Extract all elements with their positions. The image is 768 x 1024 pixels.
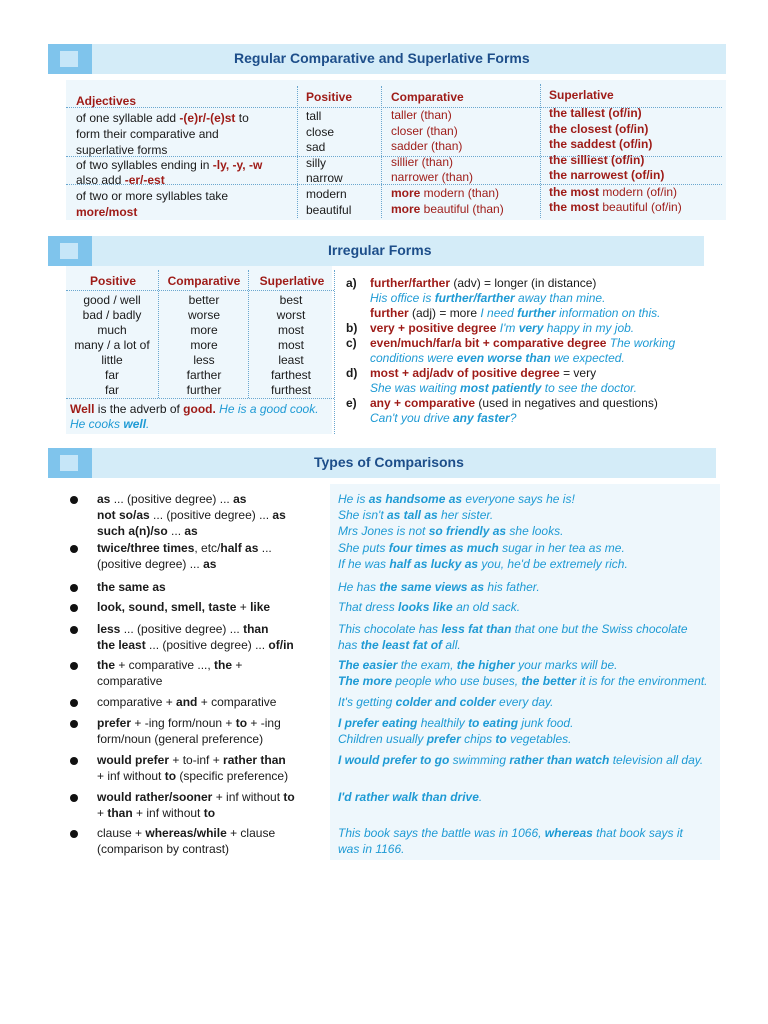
type-rule-segment: clause + <box>97 826 146 840</box>
type-example-segment: It's getting <box>338 695 396 709</box>
note-d-label: d) <box>346 366 358 380</box>
type-example-segment: rather than watch <box>509 753 610 767</box>
type-10-rule-line-2 <box>97 806 215 821</box>
bullet-icon <box>70 757 78 765</box>
type-example-segment: junk food. <box>518 716 574 730</box>
section-tab-icon <box>48 448 92 478</box>
bullet-icon <box>70 545 78 553</box>
type-8-rule-line-1 <box>97 716 281 731</box>
type-example-segment: The easier <box>338 658 398 672</box>
type-10-rule-line-1 <box>97 790 295 805</box>
type-rule-segment: the same as <box>97 580 166 594</box>
type-rule-segment: less <box>97 622 121 636</box>
type-example-segment: swimming <box>449 753 510 767</box>
type-example-segment: television all day. <box>609 753 704 767</box>
type-example-segment: the least fat of <box>360 638 443 652</box>
type-example-segment: you, he'd be extremely rich. <box>478 557 628 571</box>
type-example-segment: half as lucky as <box>389 557 479 571</box>
irr-r6-sup: farthest <box>270 368 312 382</box>
regular-forms-title: Regular Comparative and Superlative Forms <box>234 50 530 66</box>
irr-r7-pos: far <box>104 383 119 397</box>
type-11-rule-line-2 <box>97 842 229 857</box>
note-c-line1: even/much/far/a bit + comparative degree The working <box>370 336 676 350</box>
irr-col-positive: Positive <box>89 274 137 288</box>
irr-r3-pos: much <box>97 323 127 337</box>
type-rule-segment: would rather/sooner <box>97 790 213 804</box>
irr-r2-comp: worse <box>187 308 220 322</box>
type-1-rule-line-3 <box>97 524 198 539</box>
note-b-line1: very + positive degree I'm very happy in my job. <box>370 321 635 335</box>
type-6-example-line-1 <box>338 658 617 673</box>
type-rule-segment: + to-inf + <box>169 753 224 767</box>
type-1-example-line-1 <box>338 492 575 507</box>
reg-g1-pos-2: close <box>306 125 335 139</box>
reg-g3-adj-line1: of two or more syllables take <box>76 189 229 203</box>
reg-g1-pos-1: tall <box>306 109 322 123</box>
irregular-forms-header-bar <box>48 236 704 266</box>
type-example-segment: four times as much <box>388 541 499 555</box>
type-example-segment: has <box>338 638 361 652</box>
type-example-segment: vegetables. <box>506 732 572 746</box>
type-5-example-line-2 <box>338 638 461 653</box>
type-rule-segment: ... (positive degree) ... <box>120 622 244 636</box>
type-example-segment: it is for the environment. <box>576 674 708 688</box>
type-8-rule-line-2 <box>97 732 263 747</box>
type-rule-segment: the <box>214 658 233 672</box>
reg-g3-adj-line2: more/most <box>76 205 138 219</box>
reg-g3-comp-2: more beautiful (than) <box>391 202 504 216</box>
reg-g1-adj-line2: form their comparative and <box>76 127 219 141</box>
type-rule-segment: + inf without <box>212 790 284 804</box>
reg-g2-adj-line2: also add -er/-est <box>76 173 165 187</box>
type-9-example-line-1 <box>338 753 703 768</box>
type-example-segment: healthily <box>417 716 469 730</box>
note-a-line2: His office is further/farther away than mine. <box>370 291 606 305</box>
type-rule-segment: ... <box>167 524 185 538</box>
type-rule-segment: as <box>272 508 286 522</box>
type-example-segment: She puts <box>338 541 389 555</box>
col-superlative: Superlative <box>549 88 614 102</box>
type-7-rule-line-1 <box>97 695 276 710</box>
bullet-icon <box>70 496 78 504</box>
type-rule-segment: the least <box>97 638 146 652</box>
type-11-example-line-2 <box>338 842 405 857</box>
col-positive: Positive <box>306 90 353 104</box>
type-example-segment: all. <box>442 638 461 652</box>
type-rule-segment: to <box>203 806 216 820</box>
type-8-example-line-2 <box>338 732 571 747</box>
type-rule-segment: whereas/while <box>145 826 227 840</box>
reg-g3-sup-1: the most modern (of/in) <box>549 185 678 199</box>
type-example-segment: chips <box>460 732 496 746</box>
reg-g2-sup-2: the narrowest (of/in) <box>549 168 665 182</box>
type-example-segment: Children usually <box>338 732 427 746</box>
irr-bottom-rule <box>66 398 334 399</box>
note-a-line1: further/farther (adv) = longer (in distance) <box>370 276 597 290</box>
type-example-segment: sugar in her tea as me. <box>498 541 625 555</box>
type-5-rule-line-2 <box>97 638 294 653</box>
irr-header-rule <box>66 290 334 291</box>
type-6-rule-line-2 <box>97 674 162 689</box>
bullet-icon <box>70 794 78 802</box>
type-example-segment: . <box>478 790 483 804</box>
bullet-icon <box>70 830 78 838</box>
irr-r2-pos: bad / badly <box>82 308 142 322</box>
type-rule-segment: + clause <box>226 826 276 840</box>
type-example-segment: looks like <box>398 600 453 614</box>
type-rule-segment: like <box>250 600 271 614</box>
type-rule-segment: the <box>97 658 115 672</box>
type-example-segment: I'd rather walk than drive <box>338 790 479 804</box>
type-example-segment: to eating <box>468 716 519 730</box>
type-1-example-line-2 <box>338 508 493 523</box>
type-example-segment: less fat than <box>441 622 512 636</box>
type-rule-segment: twice/three times <box>97 541 195 555</box>
reg-g1-sup-2: the closest (of/in) <box>549 122 649 136</box>
reg-g1-comp-1: taller (than) <box>391 108 452 122</box>
irr-r4-pos: many / a lot of <box>74 338 150 352</box>
type-example-segment: I would prefer to go <box>338 753 450 767</box>
type-example-segment: as handsome as <box>368 492 463 506</box>
bullet-icon <box>70 699 78 707</box>
type-rule-segment: than <box>243 622 269 636</box>
type-rule-segment: + comparative ..., <box>115 658 215 672</box>
type-example-segment: your marks will be. <box>514 658 618 672</box>
reg-g3-pos-2: beautiful <box>306 203 352 217</box>
type-example-segment: He is <box>338 492 369 506</box>
note-e-line2: Can't you drive any faster? <box>370 411 517 425</box>
regular-col-rule-3 <box>540 84 541 218</box>
type-rule-segment: ... (positive degree) ... <box>149 508 273 522</box>
note-c-label: c) <box>346 336 357 350</box>
reg-g1-sup-3: the saddest (of/in) <box>549 137 653 151</box>
reg-g3-comp-1: more modern (than) <box>391 186 500 200</box>
types-header-bar <box>48 448 716 478</box>
type-rule-segment: and <box>176 695 198 709</box>
type-6-rule-line-1 <box>97 658 242 673</box>
type-example-segment: as tall as <box>386 508 438 522</box>
bullet-icon <box>70 662 78 670</box>
type-rule-segment: + inf without <box>132 806 204 820</box>
type-example-segment: That dress <box>338 600 399 614</box>
type-example-segment: She isn't <box>338 508 387 522</box>
type-example-segment: people who use buses, <box>392 674 522 688</box>
regular-col-rule-2 <box>381 86 382 218</box>
reg-g2-sup-1: the silliest (of/in) <box>549 153 645 167</box>
type-rule-segment: + <box>236 600 251 614</box>
type-rule-segment: as <box>233 492 247 506</box>
note-d-line2: She was waiting most patiently to see the doctor. <box>370 381 638 395</box>
type-example-segment: that book says it <box>592 826 683 840</box>
type-rule-segment: such a(n)/so <box>97 524 168 538</box>
irr-well-note-line2: He cooks well. <box>70 417 150 431</box>
type-rule-segment: + <box>232 658 243 672</box>
type-rule-segment: (specific preference) <box>176 769 289 783</box>
type-1-example-line-3 <box>338 524 563 539</box>
type-rule-segment: prefer <box>97 716 132 730</box>
type-example-segment: He has <box>338 580 380 594</box>
type-example-segment: whereas <box>544 826 593 840</box>
bullet-icon <box>70 584 78 592</box>
type-1-rule-line-2 <box>97 508 286 523</box>
type-rule-segment: , etc/ <box>194 541 221 555</box>
type-rule-segment: of/in <box>268 638 294 652</box>
type-rule-segment: look, sound, smell, taste <box>97 600 237 614</box>
type-rule-segment: ... <box>258 541 272 555</box>
types-title: Types of Comparisons <box>314 454 464 470</box>
type-6-example-line-2 <box>338 674 708 689</box>
note-a-label: a) <box>346 276 357 290</box>
type-rule-segment: (comparison by contrast) <box>97 842 230 856</box>
bullet-icon <box>70 604 78 612</box>
type-9-rule-line-1 <box>97 753 286 768</box>
col-comparative: Comparative <box>391 90 464 104</box>
type-rule-segment: as <box>97 492 111 506</box>
type-rule-segment: + -ing <box>247 716 281 730</box>
type-example-segment: that one but the Swiss chocolate <box>511 622 688 636</box>
note-c-line2: conditions were even worse than we expected. <box>370 351 625 365</box>
type-rule-segment: + <box>97 806 108 820</box>
type-example-segment: so friendly as <box>428 524 507 538</box>
type-example-segment: everyone says he is! <box>462 492 575 506</box>
type-4-rule-line-1 <box>97 600 270 615</box>
col-adjectives: Adjectives <box>76 94 137 108</box>
type-8-example-line-1 <box>338 716 573 731</box>
type-9-rule-line-2 <box>97 769 288 784</box>
type-example-segment: was in 1166. <box>338 842 405 856</box>
type-2-example-line-2 <box>338 557 628 572</box>
irr-r7-comp: further <box>186 383 222 397</box>
type-rule-segment: to <box>283 790 295 804</box>
irr-col-superlative: Superlative <box>259 274 325 288</box>
irr-r2-sup: worst <box>276 308 306 322</box>
type-rule-segment: would prefer <box>97 753 170 767</box>
irr-r5-comp: less <box>193 353 215 367</box>
bullet-icon <box>70 626 78 634</box>
irr-r4-comp: more <box>190 338 218 352</box>
type-example-segment: The more <box>338 674 393 688</box>
note-e-label: e) <box>346 396 357 410</box>
type-10-example-line-1 <box>338 790 482 805</box>
type-example-segment: to <box>495 732 507 746</box>
irr-r6-comp: farther <box>186 368 222 382</box>
note-e-line1: any + comparative (used in negatives and questions) <box>370 396 658 410</box>
type-rule-segment: (positive degree) ... <box>97 557 204 571</box>
type-rule-segment: + -ing form/noun + <box>131 716 236 730</box>
note-a-line3: further (adj) = more I need further information on this. <box>370 306 661 320</box>
type-rule-segment: ... (positive degree) ... <box>110 492 234 506</box>
type-1-rule-line-1 <box>97 492 246 507</box>
type-rule-segment: comparative + <box>97 695 177 709</box>
type-example-segment: the higher <box>456 658 515 672</box>
type-rule-segment: rather than <box>223 753 286 767</box>
reg-g1-adj-line1: of one syllable add -(e)r/-(e)st to <box>76 111 249 125</box>
type-4-example-line-1 <box>338 600 520 615</box>
type-rule-segment: + inf without <box>97 769 165 783</box>
type-3-example-line-1 <box>338 580 540 595</box>
reg-g2-pos-1: silly <box>306 156 326 170</box>
type-11-rule-line-1 <box>97 826 275 841</box>
note-d-line1: most + adj/adv of positive degree = very <box>370 366 597 380</box>
reg-g2-pos-2: narrow <box>306 171 343 185</box>
type-example-segment: her sister. <box>437 508 494 522</box>
reg-g1-comp-3: sadder (than) <box>391 139 463 153</box>
irr-r5-pos: little <box>101 353 123 367</box>
type-2-rule-line-2 <box>97 557 216 572</box>
irr-r5-sup: least <box>278 353 304 367</box>
type-example-segment: an old sack. <box>452 600 521 614</box>
reg-g1-sup-1: the tallest (of/in) <box>549 106 642 120</box>
irregular-forms-title: Irregular Forms <box>328 242 432 258</box>
type-example-segment: every day. <box>495 695 554 709</box>
irr-col-comparative: Comparative <box>167 274 241 288</box>
reg-g1-adj-line3: superlative forms <box>76 143 168 157</box>
type-3-rule-line-1 <box>97 580 166 595</box>
irr-r1-sup: best <box>279 293 303 307</box>
irr-r7-sup: furthest <box>270 383 312 397</box>
type-rule-segment: than <box>107 806 133 820</box>
reg-g3-pos-1: modern <box>306 187 347 201</box>
type-example-segment: his father. <box>484 580 540 594</box>
type-rule-segment: to <box>164 769 177 783</box>
type-11-example-line-1 <box>338 826 683 841</box>
irr-r1-pos: good / well <box>83 293 141 307</box>
irr-r1-comp: better <box>188 293 220 307</box>
reg-g2-comp-2: narrower (than) <box>391 170 474 184</box>
reg-g2-comp-1: sillier (than) <box>391 155 454 169</box>
type-example-segment: This book says the battle was in 1066, <box>338 826 545 840</box>
reg-g1-pos-3: sad <box>306 140 326 154</box>
type-example-segment: Mrs Jones is not <box>338 524 429 538</box>
regular-col-rule-1 <box>297 86 298 218</box>
type-2-rule-line-1 <box>97 541 272 556</box>
type-rule-segment: + comparative <box>197 695 277 709</box>
type-rule-segment: as <box>203 557 217 571</box>
type-5-example-line-1 <box>338 622 688 637</box>
reg-g2-adj-line1: of two syllables ending in -ly, -y, -w <box>76 158 263 172</box>
irr-r4-sup: most <box>277 338 304 352</box>
irr-r3-comp: more <box>190 323 218 337</box>
type-example-segment: If he was <box>338 557 390 571</box>
type-example-segment: This chocolate has <box>338 622 442 636</box>
type-rule-segment: to <box>235 716 248 730</box>
type-example-segment: prefer <box>426 732 461 746</box>
type-example-segment: colder and colder <box>395 695 496 709</box>
type-rule-segment: comparative <box>97 674 163 688</box>
type-7-example-line-1 <box>338 695 554 710</box>
reg-g1-comp-2: closer (than) <box>391 124 458 138</box>
type-example-segment: I prefer eating <box>338 716 418 730</box>
type-rule-segment: ... (positive degree) ... <box>145 638 269 652</box>
reg-g3-sup-2: the most beautiful (of/in) <box>549 200 682 214</box>
section-tab-icon <box>48 236 92 266</box>
type-example-segment: the exam, <box>397 658 457 672</box>
type-rule-segment: form/noun (general preference) <box>97 732 264 746</box>
section-tab-icon <box>48 44 92 74</box>
type-rule-segment: half as <box>220 541 259 555</box>
regular-forms-header-bar <box>48 44 726 74</box>
type-example-segment: she looks. <box>506 524 564 538</box>
note-b-label: b) <box>346 321 358 335</box>
irr-r3-sup: most <box>277 323 304 337</box>
type-2-example-line-1 <box>338 541 625 556</box>
type-5-rule-line-1 <box>97 622 268 637</box>
irr-col-rule-3 <box>334 270 335 434</box>
bullet-icon <box>70 720 78 728</box>
type-rule-segment: as <box>184 524 198 538</box>
type-example-segment: the same views as <box>379 580 485 594</box>
irr-r6-pos: far <box>104 368 119 382</box>
irr-well-note-line1: Well is the adverb of good. He is a good cook. <box>70 402 319 416</box>
type-example-segment: the better <box>521 674 577 688</box>
type-rule-segment: not so/as <box>97 508 150 522</box>
